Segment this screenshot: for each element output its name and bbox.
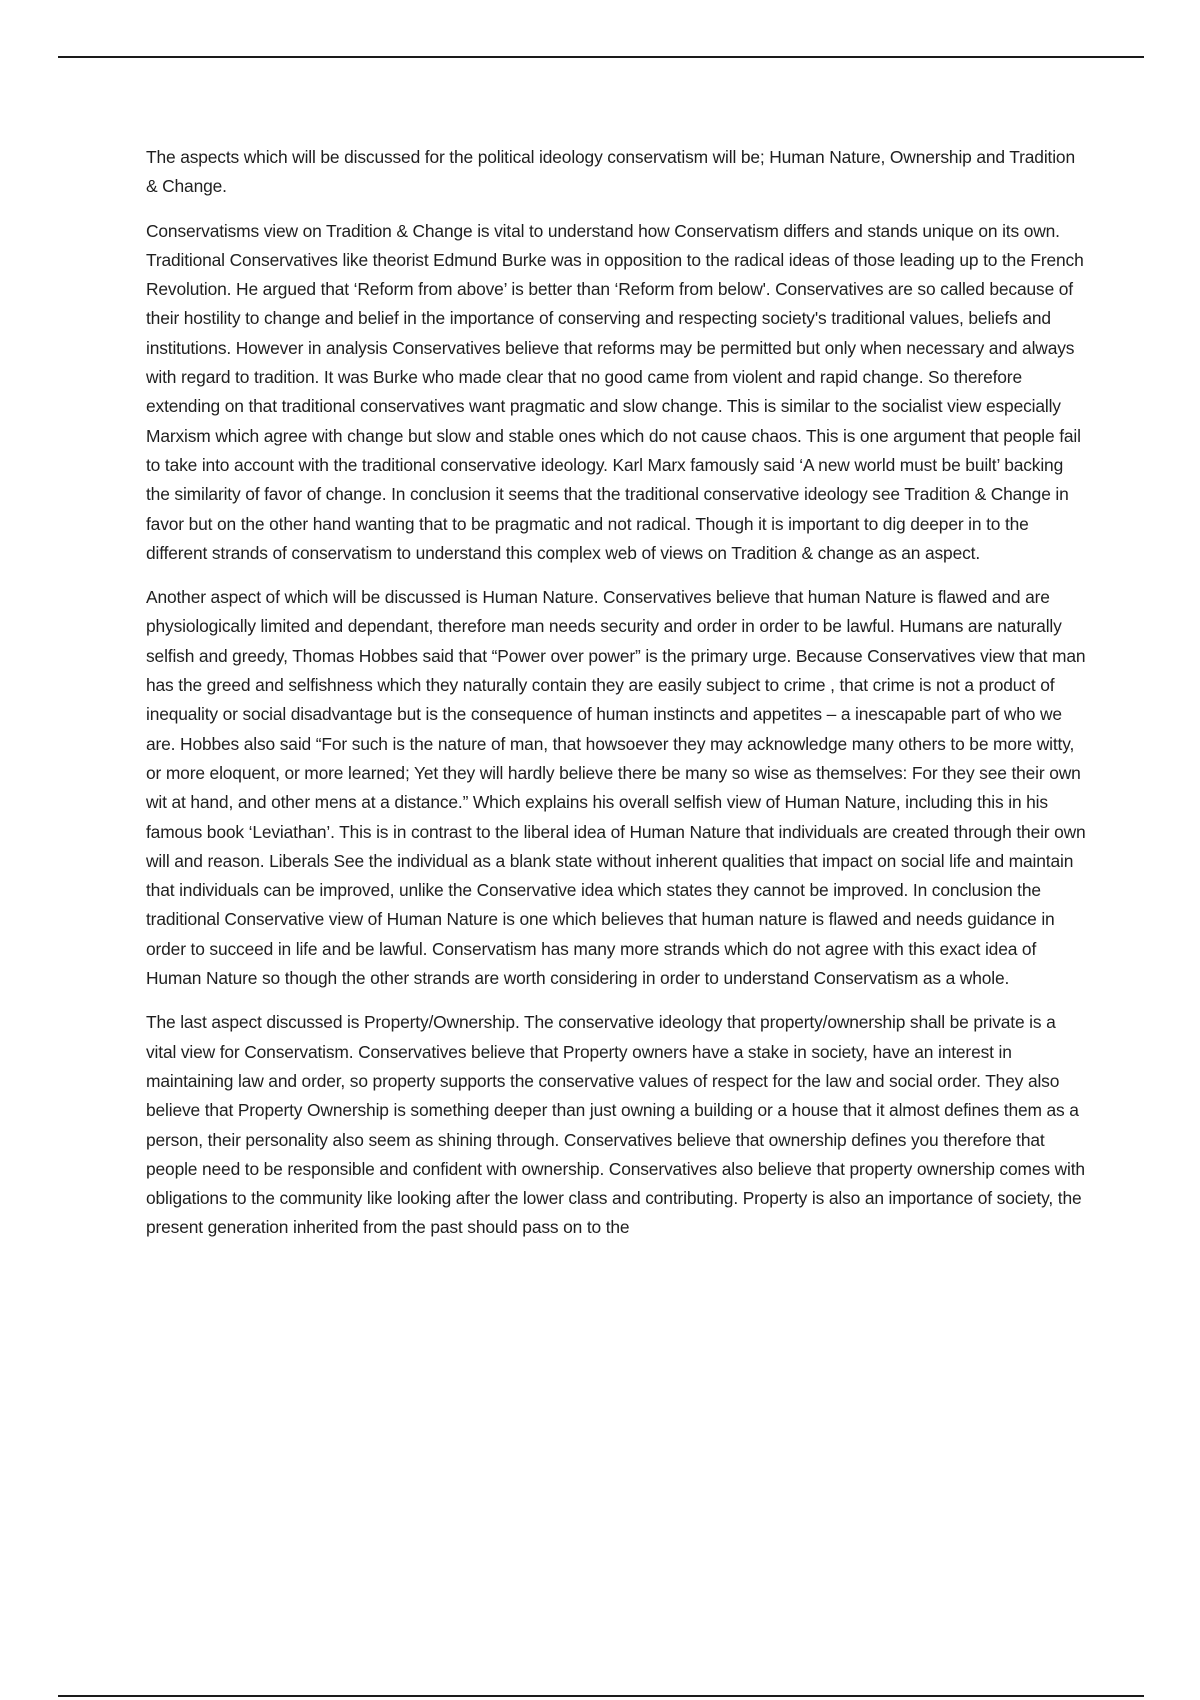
paragraph-human-nature: Another aspect of which will be discussed is Human Nature. Conservatives believe that human Nature is flawed and are physiologically limited and dependant, therefore man needs security and order in order to be lawful. Humans are naturally selfish and greedy, Thomas Hobbes said that “Power over power” is the primary urge. Because Conservatives view that man has the greed and selfishness which they naturally contain they are easily subject to crime , that crime is not a product of inequality or social disadvantage but is the consequence of human instincts and appetites – a inescapable part of who we are. Hobbes also said “For such is the nature of man, that howsoever they may acknowledge many others to be more witty, or more eloquent, or more learned; Yet they will hardly believe there be many so wise as themselves: For they see their own wit at hand, and other mens at a distance.” Which explains his overall selfish view of Human Nature, including this in his famous book ‘Leviathan’. This is in contrast to the liberal idea of Human Nature that individuals are created through their own will and reason. Liberals See the individual as a blank state without inherent qualities that impact on social life and maintain that individuals can be improved, unlike the Conservative idea which states they cannot be improved. In conclusion the traditional Conservative view of Human Nature is one which believes that human nature is flawed and needs guidance in order to succeed in life and be lawful. Conservatism has many more strands which do not agree with this exact idea of Human Nature so though the other strands are worth considering in order to understand Conservatism as a whole. (146, 587, 1086, 989)
document-body (146, 143, 1086, 1258)
paragraph-property-ownership: The last aspect discussed is Property/Ownership. The conservative ideology that property/ownership shall be private is a vital view for Conservatism. Conservatives believe that Property owners have a stake in society, have an interest in maintaining law and order, so property supports the conservative values of respect for the law and social order. They also believe that Property Ownership is something deeper than just owning a building or a house that it almost defines them as a person, their personality also seem as shining through. Conservatives believe that ownership defines you therefore that people need to be responsible and confident with ownership. Conservatives also believe that property ownership comes with obligations to the community like looking after the lower class and contributing. Property is also an importance of society, the present generation inherited from the past should pass on to the (146, 1012, 1085, 1238)
header-rule (58, 56, 1144, 58)
paragraph-tradition-change: Conservatisms view on Tradition & Change is vital to understand how Conservatism differs and stands unique on its own. Traditional Conservatives like theorist Edmund Burke was in opposition to the radical ideas of those leading up to the French Revolution. He argued that ‘Reform from above’ is better than ‘Reform from below'. Conservatives are so called because of their hostility to change and belief in the importance of conserving and respecting society's traditional values, beliefs and institutions. However in analysis Conservatives believe that reforms may be permitted but only when necessary and always with regard to tradition. It was Burke who made clear that no good came from violent and rapid change. So therefore extending on that traditional conservatives want pragmatic and slow change. This is similar to the socialist view especially Marxism which agree with change but slow and stable ones which do not cause chaos. This is one argument that people fail to take into account with the traditional conservative ideology. Karl Marx famously said ‘A new world must be built’ backing the similarity of favor of change. In conclusion it seems that the traditional conservative ideology see Tradition & Change in favor but on the other hand wanting that to be pragmatic and not radical. Though it is important to dig deeper in to the different strands of conservatism to understand this complex web of views on Tradition & change as an aspect. (146, 220, 1084, 563)
footer-rule (58, 1695, 1144, 1697)
paragraph-intro: The aspects which will be discussed for the political ideology conservatism will be; Human Nature, Ownership and Tradition & Change. (146, 147, 1075, 197)
